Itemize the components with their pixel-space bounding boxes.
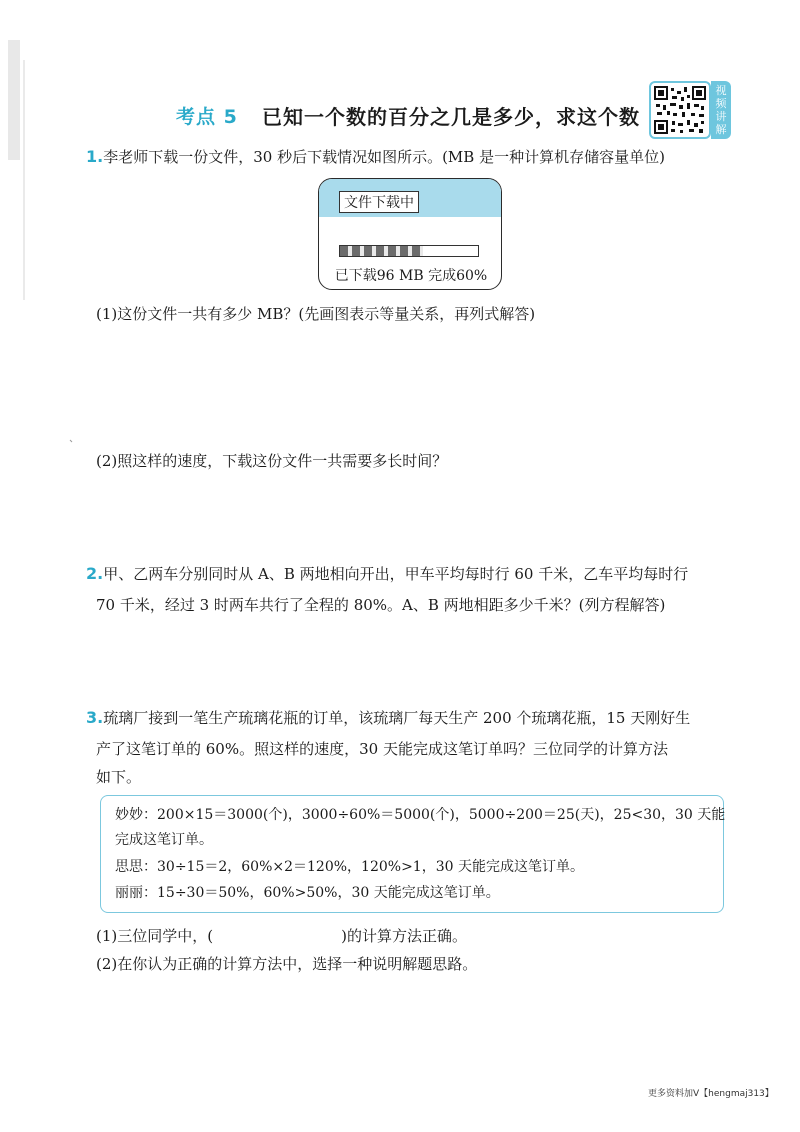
sub-1-after: )的计算方法正确。 [341,927,467,945]
section-title: 已知一个数的百分之几是多少，求这个数 [262,105,640,129]
question-1-sub-1: (1)这份文件一共有多少 MB？(先画图表示等量关系，再列式解答) [96,305,536,323]
question-text: 李老师下载一份文件，30 秒后下载情况如图所示。(MB 是一种计算机存储容量单位) [103,148,665,166]
method-lili: 丽丽：15÷30＝50%，60%>50%，30 天能完成这笔订单。 [115,885,500,901]
question-text-line-1: 甲、乙两车分别同时从 A、B 两地相向开出，甲车平均每时行 60 千米，乙车平均每时行 [103,565,689,583]
question-3 [86,706,690,730]
download-window-figure [318,178,502,290]
question-text-line-2: 70 千米，经过 3 时两车共行了全程的 80%。A、B 两地相距多少千米？(列方程解答) [96,596,666,614]
question-2 [86,562,688,586]
method-sisi: 思思：30÷15＝2，60%×2＝120%，120%>1，30 天能完成这笔订单。 [115,859,584,875]
progress-fill [340,246,423,256]
video-tag: 视频讲解 [711,81,731,139]
question-1-sub-2: (2)照这样的速度，下载这份文件一共需要多长时间？ [96,452,448,470]
question-text-line-1: 琉璃厂接到一笔生产琉璃花瓶的订单，该琉璃厂每天生产 200 个琉璃花瓶，15 天刚好生 [103,709,691,727]
video-qr-block[interactable] [649,81,733,141]
question-3-sub-1 [96,925,467,946]
sub-1-before: (1)三位同学中，( [96,927,214,945]
question-number: 1. [86,147,104,166]
section-label: 考点 5 [176,106,238,128]
method-miaomiao-line-2: 完成这笔订单。 [115,832,213,848]
question-text-line-2: 产了这笔订单的 60%。照这样的速度，30 天能完成这笔订单吗？三位同学的计算方法 [96,740,668,758]
download-header-label: 文件下载中 [339,191,419,213]
qr-code-icon [649,81,711,139]
question-text-line-3: 如下。 [96,768,142,786]
methods-box [100,795,724,913]
method-miaomiao-line-1: 妙妙：200×15＝3000(个)，3000÷60%＝5000(个)，5000÷200＝25(天)，25<30，30 天能 [115,807,726,823]
question-3-sub-2: (2)在你认为正确的计算方法中，选择一种说明解题思路。 [96,955,478,973]
question-number: 2. [86,564,104,583]
question-1 [86,145,665,169]
progress-bar [339,245,479,257]
question-number: 3. [86,708,104,727]
download-status: 已下载96 MB 完成60% [334,268,488,284]
footer-note: 更多资料加V【hengmaj313】 [648,1089,774,1099]
